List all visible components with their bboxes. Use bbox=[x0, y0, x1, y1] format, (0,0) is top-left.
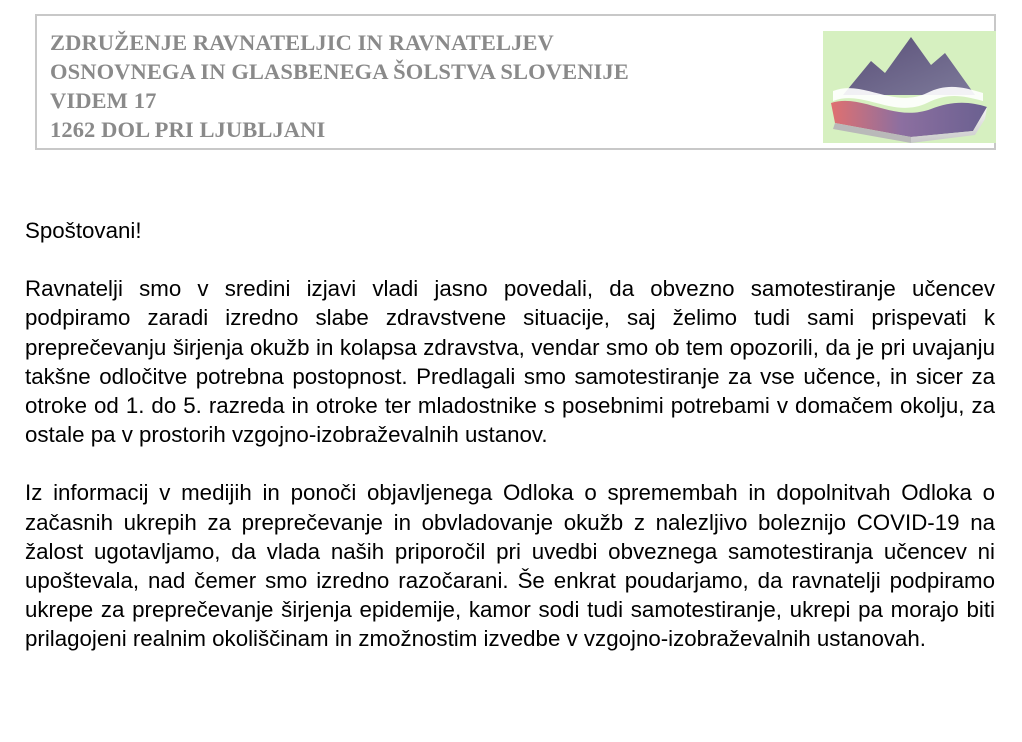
street-address: VIDEM 17 bbox=[50, 88, 157, 113]
mountains-book-logo bbox=[823, 31, 996, 143]
letterhead bbox=[35, 14, 996, 150]
letter-paragraph-2: Iz informacij v medijih in ponoči objavljenega Odloka o spremembah in dopolnitvah Odloka o začasnih ukrepih za preprečevanje in obvladovanje okužb z nalezljivo boleznijo COVID-19 na žalost ugotavljamo, da vlada naših priporočil pri uvedbi obveznega samotestiranja učencev ni upoštevala, nad čemer smo izredno razočarani. Še enkrat poudarjamo, da ravnatelji podpiramo ukrepe za preprečevanje širjenja epidemije, kamor sodi tudi samotestiranje, ukrepi pa morajo biti prilagojeni realnim okoliščinam in zmožnostim izvedbe v vzgojno-izobraževalnih ustanovah. bbox=[25, 480, 995, 652]
letterhead-address bbox=[50, 28, 629, 144]
letter-greeting: Spoštovani! bbox=[25, 218, 142, 243]
postal-city: 1262 DOL PRI LJUBLJANI bbox=[50, 117, 326, 142]
letter-paragraph-1: Ravnatelji smo v sredini izjavi vladi jasno povedali, da obvezno samotestiranje učencev podpiramo zaradi izredno slabe zdravstvene situacije, saj želimo tudi sami prispevati k preprečevanju širjenja okužb in kolapsa zdravstva, vendar smo ob tem opozorili, da je pri uvajanju takšne odločitve potrebna postopnost. Predlagali smo samotestiranje za vse učence, in sicer za otroke od 1. do 5. razreda in otroke ter mladostnike s posebnimi potrebami v domačem okolju, za ostale pa v prostorih vzgojno-izobraževalnih ustanov. bbox=[25, 276, 995, 448]
letter-body bbox=[25, 216, 995, 683]
organization-name-line-2: OSNOVNEGA IN GLASBENEGA ŠOLSTVA SLOVENIJE bbox=[50, 59, 629, 84]
logo-icon bbox=[823, 31, 996, 143]
organization-name-line-1: ZDRUŽENJE RAVNATELJIC IN RAVNATELJEV bbox=[50, 30, 554, 55]
